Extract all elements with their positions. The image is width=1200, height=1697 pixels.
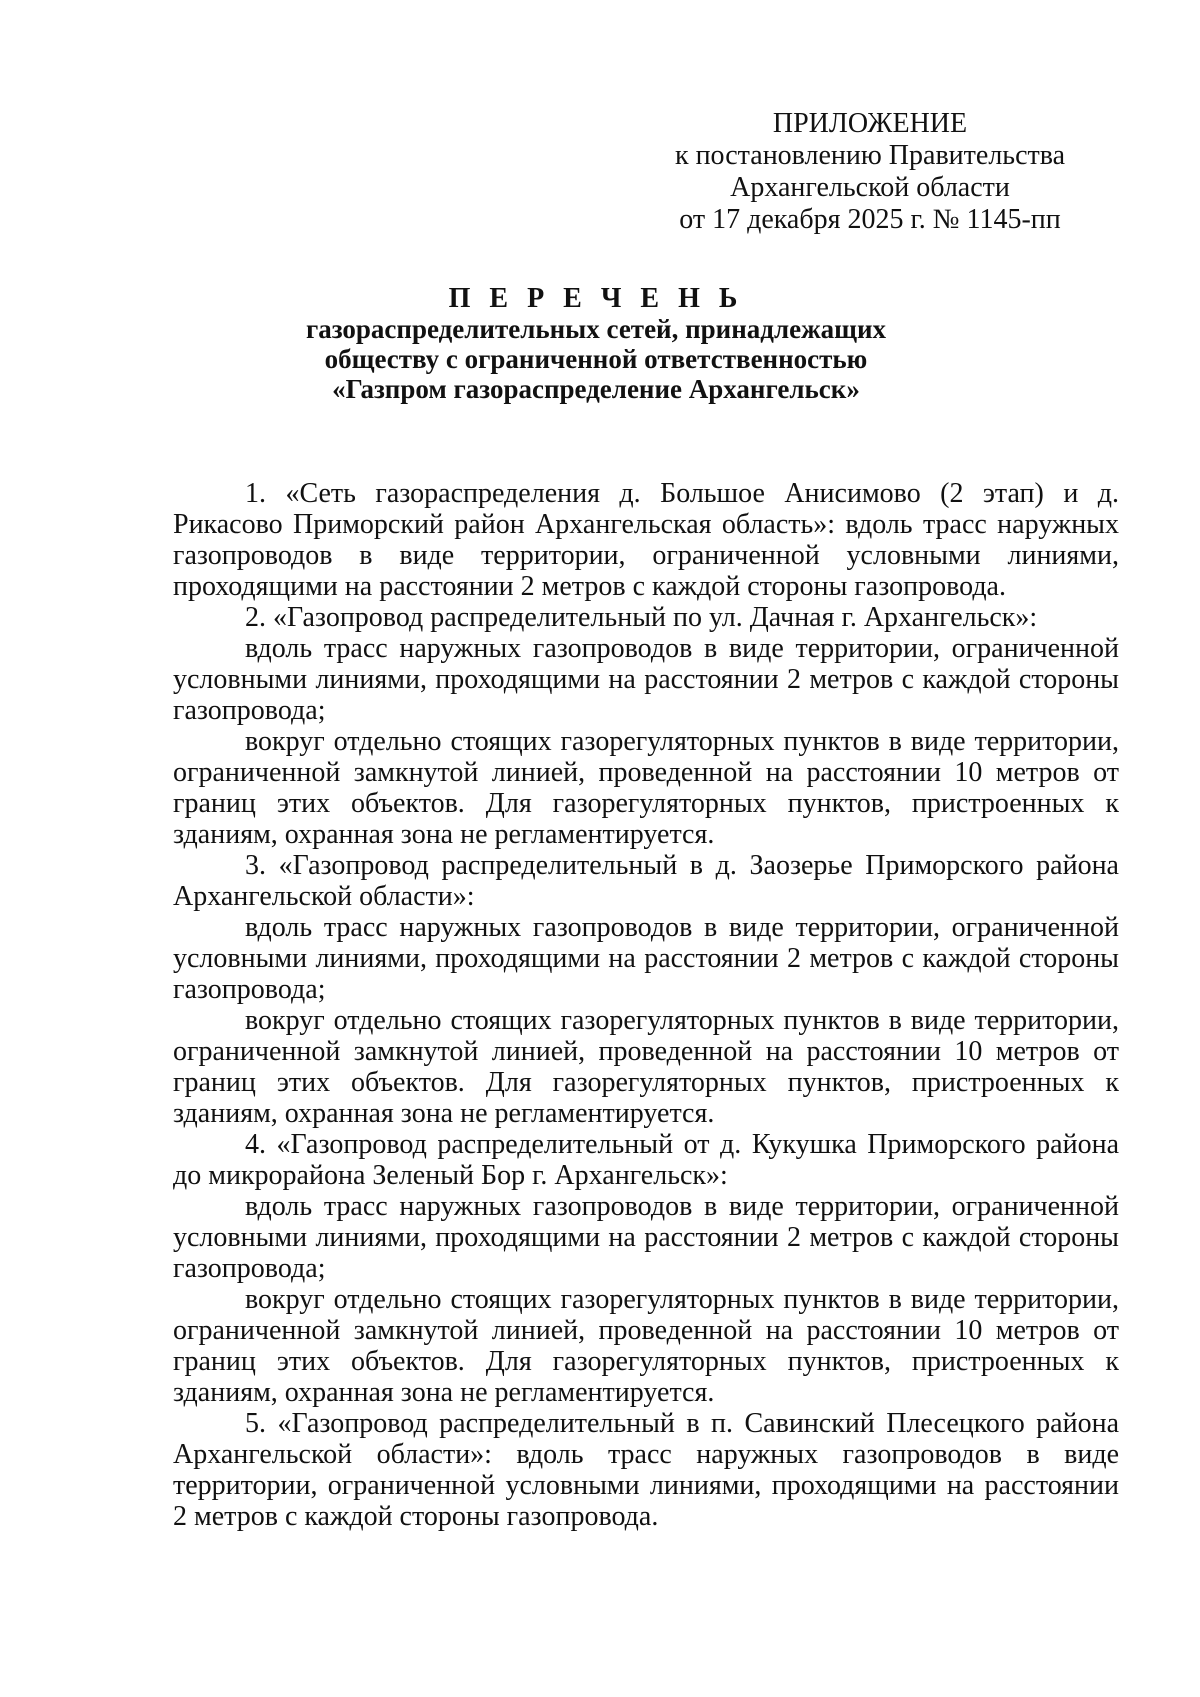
appendix-block bbox=[640, 108, 1100, 236]
document-title bbox=[160, 284, 1032, 404]
paragraph-item-2-lines: вдоль трасс наружных газопроводов в виде территории, ограниченной условными линиями, проходящими на расстоянии 2 метров с каждой стороны газопровода; bbox=[173, 633, 1119, 726]
appendix-region-line: Архангельской области bbox=[730, 172, 1010, 203]
title-heading: П Е Р Е Ч Е Н Ь bbox=[448, 283, 744, 314]
paragraph-item-4-lines: вдоль трасс наружных газопроводов в виде территории, ограниченной условными линиями, проходящими на расстоянии 2 метров с каждой стороны газопровода; bbox=[173, 1191, 1119, 1284]
title-line-2: обществу с ограниченной ответственностью bbox=[324, 344, 868, 374]
appendix-decree-line: к постановлению Правительства bbox=[674, 140, 1066, 171]
paragraph-item-1: 1. «Сеть газораспределения д. Большое Анисимово (2 этап) и д. Рикасово Приморский район Архангельская область»: вдоль трасс наружных газопроводов в виде территории, ограниченной условными линиями, проходящими на расстоянии 2 метров с каждой стороны газопровода. bbox=[173, 478, 1119, 602]
document-body bbox=[173, 478, 1119, 1532]
paragraph-item-3: 3. «Газопровод распределительный в д. Заозерье Приморского района Архангельской области»: bbox=[173, 850, 1119, 912]
title-line-3: «Газпром газораспределение Архангельск» bbox=[332, 374, 860, 404]
paragraph-item-4: 4. «Газопровод распределительный от д. Кукушка Приморского района до микрорайона Зеленый Бор г. Архангельск»: bbox=[173, 1129, 1119, 1191]
paragraph-item-2-points: вокруг отдельно стоящих газорегуляторных пунктов в виде территории, ограниченной замкнутой линией, проведенной на расстоянии 10 метров от границ этих объектов. Для газорегуляторных пунктов, пристроенных к зданиям, охранная зона не регламентируется. bbox=[173, 726, 1119, 850]
appendix-title: ПРИЛОЖЕНИЕ bbox=[772, 108, 968, 139]
paragraph-item-3-lines: вдоль трасс наружных газопроводов в виде территории, ограниченной условными линиями, проходящими на расстоянии 2 метров с каждой стороны газопровода; bbox=[173, 912, 1119, 1005]
appendix-date-number: от 17 декабря 2025 г. № 1145-пп bbox=[679, 204, 1061, 235]
title-line-1: газораспределительных сетей, принадлежащих bbox=[305, 314, 887, 344]
paragraph-item-5: 5. «Газопровод распределительный в п. Савинский Плесецкого района Архангельской области»: вдоль трасс наружных газопроводов в виде территории, ограниченной условными линиями, проходящими на расстоянии 2 метров с каждой стороны газопровода. bbox=[173, 1408, 1119, 1532]
paragraph-item-2: 2. «Газопровод распределительный по ул. Дачная г. Архангельск»: bbox=[245, 602, 1038, 633]
paragraph-item-4-points: вокруг отдельно стоящих газорегуляторных пунктов в виде территории, ограниченной замкнутой линией, проведенной на расстоянии 10 метров от границ этих объектов. Для газорегуляторных пунктов, пристроенных к зданиям, охранная зона не регламентируется. bbox=[173, 1284, 1119, 1408]
paragraph-item-3-points: вокруг отдельно стоящих газорегуляторных пунктов в виде территории, ограниченной замкнутой линией, проведенной на расстоянии 10 метров от границ этих объектов. Для газорегуляторных пунктов, пристроенных к зданиям, охранная зона не регламентируется. bbox=[173, 1005, 1119, 1129]
